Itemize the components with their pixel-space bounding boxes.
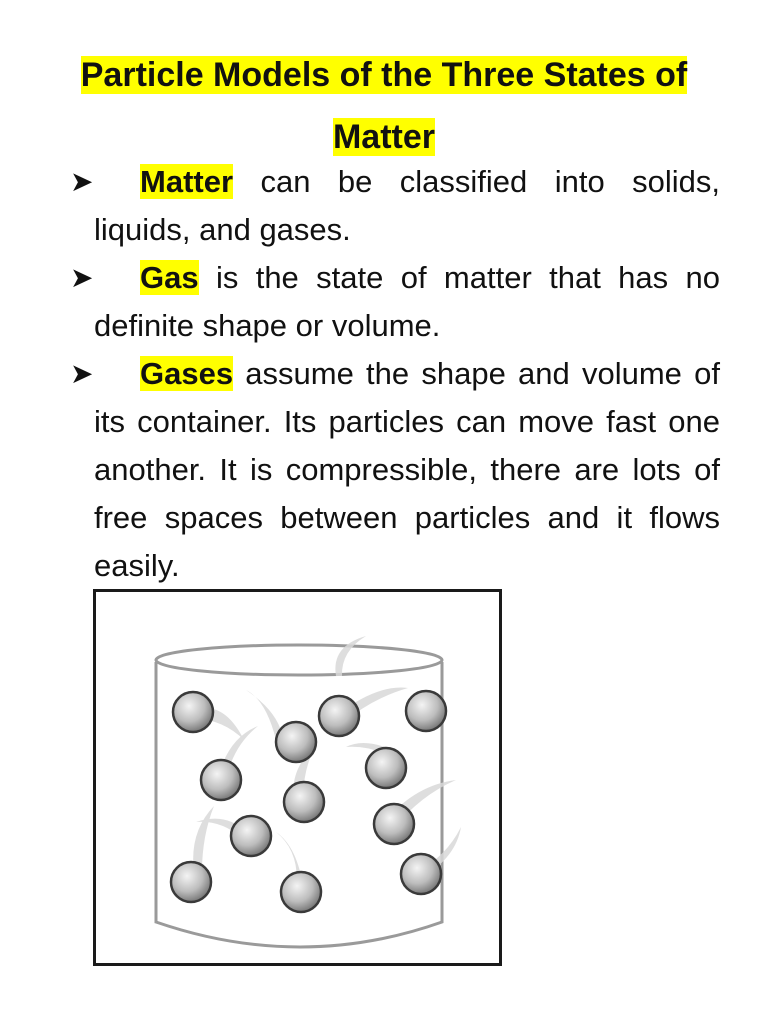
bullet-item — [70, 254, 720, 350]
arrowhead-bullet-icon: ➤ — [70, 166, 94, 197]
bullet-text: can be classified into solids, liquids, and gases. — [94, 164, 720, 247]
bullet-term: Gases — [140, 356, 234, 391]
bullet-text: assume the shape and volume of its container. Its particles can move fast one another. It is compressible, there are lots of free spaces between particles and it flows easily. — [94, 356, 720, 583]
bullet-item — [70, 158, 720, 254]
bullet-item — [70, 350, 720, 590]
gas-particles-figure — [93, 589, 502, 966]
arrowhead-bullet-icon: ➤ — [70, 358, 94, 389]
bullet-text: is the state of matter that has no definite shape or volume. — [94, 260, 720, 343]
bullet-term: Matter — [140, 164, 234, 199]
title-line-2: Matter — [332, 118, 436, 156]
arrowhead-bullet-icon: ➤ — [70, 262, 94, 293]
bullet-term: Gas — [140, 260, 199, 295]
title-line-1: Particle Models of the Three States of — [80, 56, 688, 94]
gas-particles-container-icon — [96, 592, 499, 963]
bullet-list — [70, 158, 720, 590]
page-title — [0, 44, 768, 168]
